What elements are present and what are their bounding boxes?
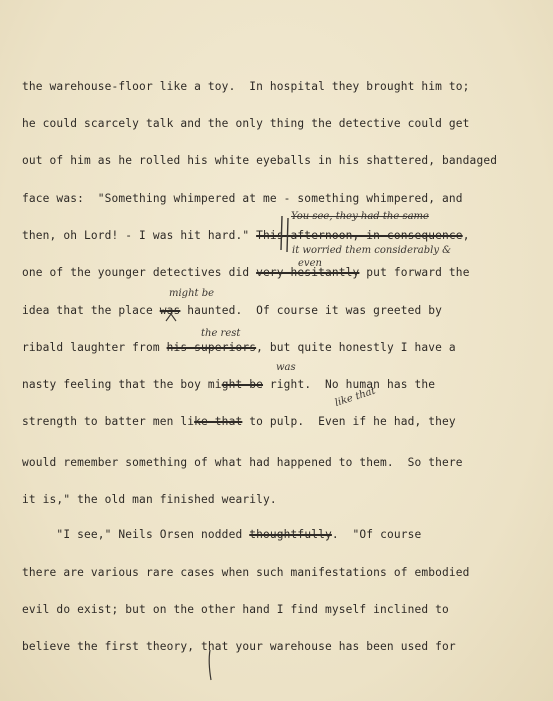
handwritten-was: was xyxy=(276,362,296,373)
text-line-4: face was: "Something whimpered at me - something whimpered, and xyxy=(22,192,463,205)
text-line-5: then, oh Lord! - I was hit hard." This afternoon, in consequence, xyxy=(22,229,470,242)
text-line-13: "I see," Neils Orsen nodded thoughtfully. "Of course xyxy=(22,528,422,541)
text-line-10: strength to batter men like that to pulp. Even if he had, they xyxy=(22,415,456,428)
text-line-11: would remember something of what had happened to them. So there xyxy=(22,456,463,469)
text-line-16: believe the first theory, that your warehouse has been used for xyxy=(22,640,456,653)
handwritten-like-that: like that xyxy=(333,385,377,409)
handwritten-might-be: might be xyxy=(169,288,215,299)
struck-text: thoughtfully xyxy=(249,528,332,541)
text-line-7: idea that the place was haunted. Of course it was greeted by xyxy=(22,304,443,317)
handwritten-even: even xyxy=(298,258,322,269)
text-line-9: nasty feeling that the boy might be right. No human has the xyxy=(22,378,436,391)
handwritten-insert-bottom: it worried them considerably & xyxy=(292,245,452,256)
insertion-bars xyxy=(277,214,297,254)
struck-text: This afternoon, in consequence xyxy=(256,229,463,242)
handwritten-the-rest: the rest xyxy=(201,328,241,339)
text-line-2: he could scarcely talk and the only thing the detective could get xyxy=(22,117,470,130)
struck-text: ght be xyxy=(221,378,264,391)
text-line-3: out of him as he rolled his white eyeballs in his shattered, bandaged xyxy=(22,154,498,167)
handwritten-insert-top: You see, they had the same xyxy=(291,211,429,222)
text-line-8: ribald laughter from his superiors, but quite honestly I have a xyxy=(22,341,456,354)
struck-text: very hesitantly xyxy=(256,266,360,279)
text-line-6: one of the younger detectives did very hesitantly put forward the xyxy=(22,266,470,279)
comma-insert-mark xyxy=(204,640,218,682)
struck-text: his superiors xyxy=(166,341,257,354)
text-line-1: the warehouse-floor like a toy. In hospital they brought him to; xyxy=(22,80,470,93)
text-line-15: evil do exist; but on the other hand I find myself inclined to xyxy=(22,603,449,616)
caret-mark-might-be xyxy=(165,312,177,322)
text-line-14: there are various rare cases when such manifestations of embodied xyxy=(22,566,470,579)
struck-text: ke that xyxy=(194,415,243,428)
text-line-12: it is," the old man finished wearily. xyxy=(22,493,277,506)
struck-text: was xyxy=(159,304,181,317)
